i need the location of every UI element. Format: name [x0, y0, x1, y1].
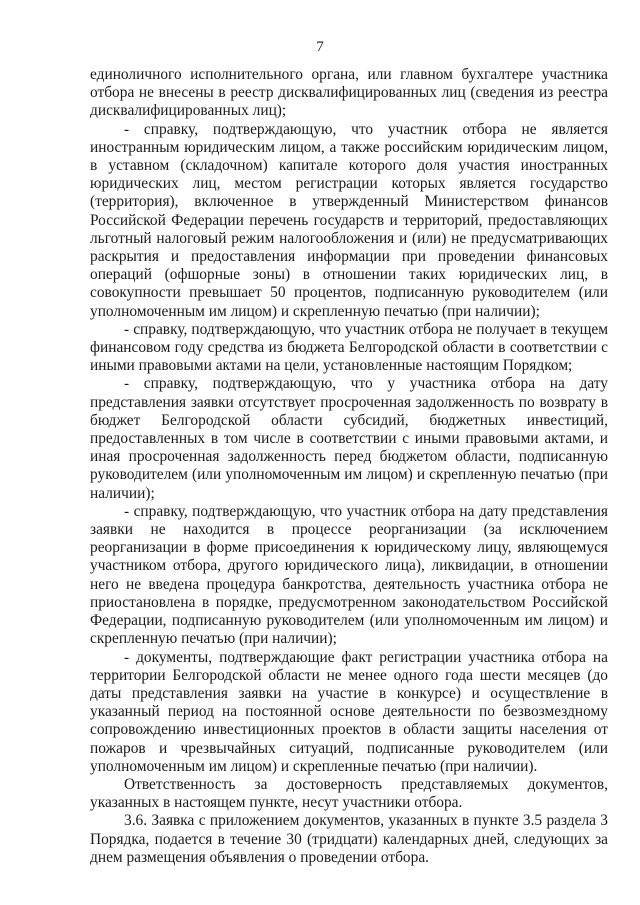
page-number: 7: [316, 39, 324, 55]
paragraph-foreign-entity-certificate: - справку, подтверждающую, что участник отбора не является иностранным юридическим лицом, а также российским юридическим лицом, в уставном (складочном) капитале которого доля участия иностранных юридических лиц, местом регистрации которых является государство (территория), включенное в утвержденный Министерством финансов Российской Федерации перечень государств и территорий, предоставляющих льготный налоговый режим налогообложения и (или) не предусматривающих раскрытия и предоставления информации при проведении финансовых операций (офшорные зоны) в отношении таких юридических лиц, в совокупности превышает 50 процентов, подписанную руководителем (или уполномоченным им лицом) и скрепленную печатью (при наличии);: [90, 120, 608, 320]
document-body: [90, 66, 608, 867]
paragraph-no-budget-funds-certificate: - справку, подтверждающую, что участник отбора не получает в текущем финансовом году средства из бюджета Белгородской области в соответствии с иными правовыми актами на цели, установленные настоящим Порядком;: [90, 320, 608, 375]
paragraph-section-3-6: 3.6. Заявка с приложением документов, указанных в пункте 3.5 раздела 3 Порядка, подается в течение 30 (тридцати) календарных дней, следующих за днем размещения объявления о проведении отбора.: [90, 812, 608, 866]
paragraph-continuation: единоличного исполнительного органа, или главном бухгалтере участника отбора не внесены в реестр дисквалифицированных лиц (сведения из реестра дисквалифицированных лиц);: [90, 66, 608, 120]
paragraph-responsibility: Ответственность за достоверность представляемых документов, указанных в настоящем пункте, несут участники отбора.: [90, 775, 608, 812]
paragraph-no-reorganization-certificate: - справку, подтверждающую, что участник отбора на дату представления заявки не находится в процессе реорганизации (за исключением реорганизации в форме присоединения к юридическому лицу, являющемуся участником отбора, другого юридического лица), ликвидации, в отношении него не введена процедура банкротства, деятельность участника отбора не приостановлена в порядке, предусмотренном законодательством Российской Федерации, подписанную руководителем (или уполномоченным им лицом) и скрепленную печатью (при наличии);: [90, 502, 608, 648]
paragraph-no-overdue-debt-certificate: - справку, подтверждающую, что у участника отбора на дату представления заявки отсутствует просроченная задолженность по возврату в бюджет Белгородской области субсидий, бюджетных инвестиций, предоставленных в том числе в соответствии с иными правовыми актами, и иная просроченная задолженность перед бюджетом области, подписанную руководителем (или уполномоченным им лицом) и скрепленную печатью (при наличии);: [90, 375, 608, 502]
paragraph-registration-documents: - документы, подтверждающие факт регистрации участника отбора на территории Белгородской области не менее одного года шести месяцев (до даты представления заявки на участие в конкурсе) и осуществление в указанный период на постоянной основе деятельности по безвозмездному сопровождению инвестиционных проектов в области защиты населения от пожаров и чрезвычайных ситуаций, подписанные руководителем (или уполномоченным им лицом) и скрепленные печатью (при наличии).: [90, 648, 608, 775]
